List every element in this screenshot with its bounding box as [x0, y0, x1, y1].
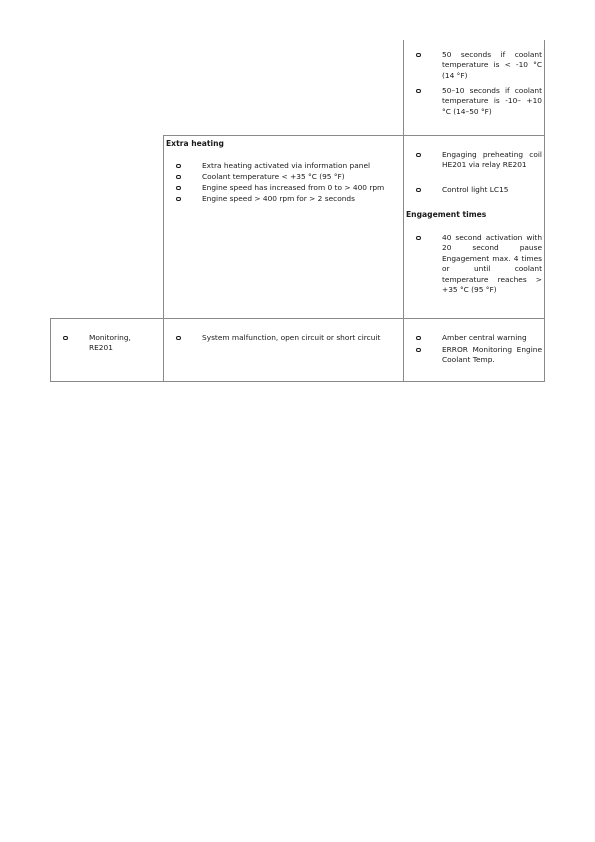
bullet-icon [416, 336, 421, 341]
divider-middle-col-left [163, 135, 164, 382]
bullet-icon [416, 153, 421, 158]
bullet-icon [176, 336, 181, 341]
bullet-icon [176, 175, 181, 180]
bullet-icon [416, 188, 421, 193]
bullet-icon [176, 186, 181, 191]
bullet-icon [416, 236, 421, 241]
divider-right-col-left [403, 40, 404, 382]
bullet-icon [416, 348, 421, 353]
bullet-icon [63, 336, 68, 341]
bullet-icon [176, 164, 181, 169]
row-divider-monitoring [50, 318, 545, 319]
bullet-icon [176, 197, 181, 202]
bullet-icon [416, 53, 421, 58]
extra-heating-heading: Extra heating [166, 139, 224, 148]
divider-right-edge [544, 40, 545, 382]
divider-left-edge [50, 318, 51, 382]
row-divider-extra-heating [163, 135, 545, 136]
table-bottom-border [50, 381, 545, 382]
engagement-times-heading: Engagement times [406, 210, 487, 219]
bullet-icon [416, 89, 421, 94]
